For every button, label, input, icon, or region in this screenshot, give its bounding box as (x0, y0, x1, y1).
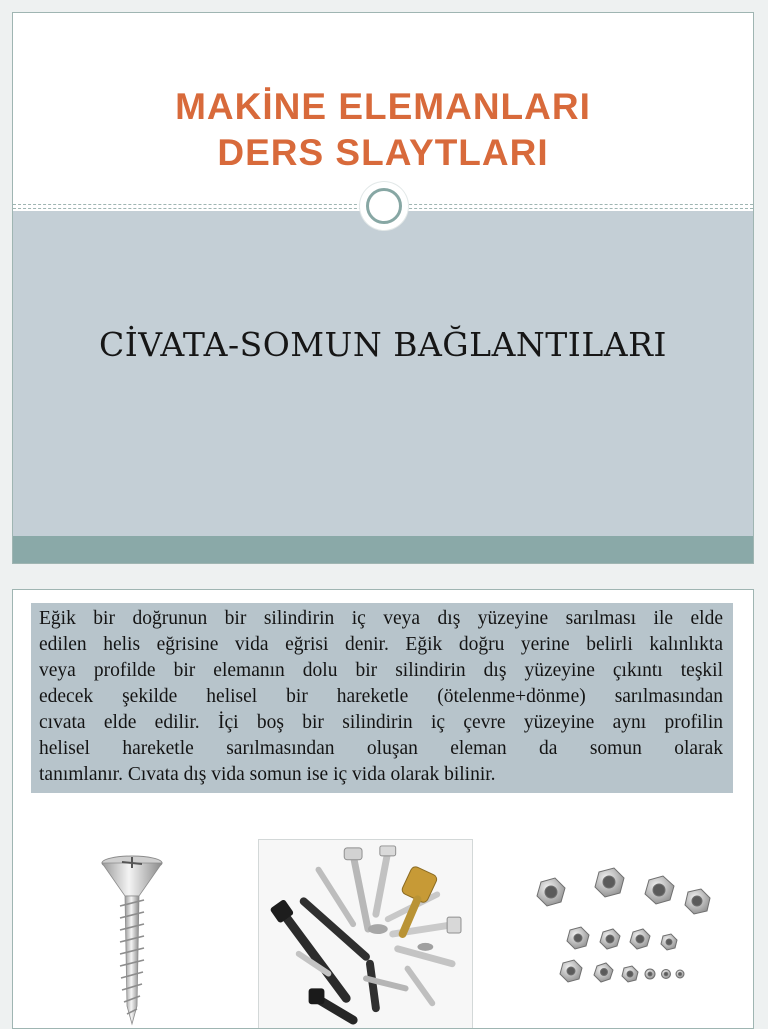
bolt-assortment-photo (258, 839, 473, 1029)
content-slide (12, 589, 754, 1029)
countersunk-screw-photo (89, 848, 179, 1028)
paragraph-line: tanımlanır. Cıvata dış vida somun ise iç vida olarak bilinir. (39, 764, 496, 785)
paragraph-line: edilen helis eğrisine vida eğrisi denir. Eğik doğru yerine belirli kalınlıkta (39, 634, 723, 655)
definition-textbox (31, 603, 733, 793)
slide-title-line-1: MAKİNE ELEMANLARI (175, 86, 591, 127)
paragraph-line: cıvata elde edilir. İçi boş bir silindirin iç çevre yüzeyine aynı profilin (39, 712, 723, 733)
title-slide (12, 12, 754, 564)
paragraph-line: veya profilde bir elemanın dolu bir silindirin dış yüzeyine çıkıntı teşkil (39, 660, 723, 681)
paragraph-line: helisel hareketle sarılmasından oluşan eleman da somun olarak (39, 738, 723, 759)
nut-assortment-photo (513, 860, 728, 990)
title-area (13, 13, 753, 206)
slide-title-line-2: DERS SLAYTLARI (217, 132, 549, 173)
paragraph-line: edecek şekilde helisel bir hareketle (ötelenme+dönme) sarılmasından (39, 686, 723, 707)
subtitle-band (13, 211, 753, 536)
bottom-accent-band (13, 536, 753, 564)
circle-ornament-icon (360, 182, 408, 230)
paragraph-line: Eğik bir doğrunun bir silindirin iç veya dış yüzeyine sarılması ile elde (39, 608, 723, 629)
slide-subtitle: CİVATA-SOMUN BAĞLANTILARI (99, 325, 667, 364)
